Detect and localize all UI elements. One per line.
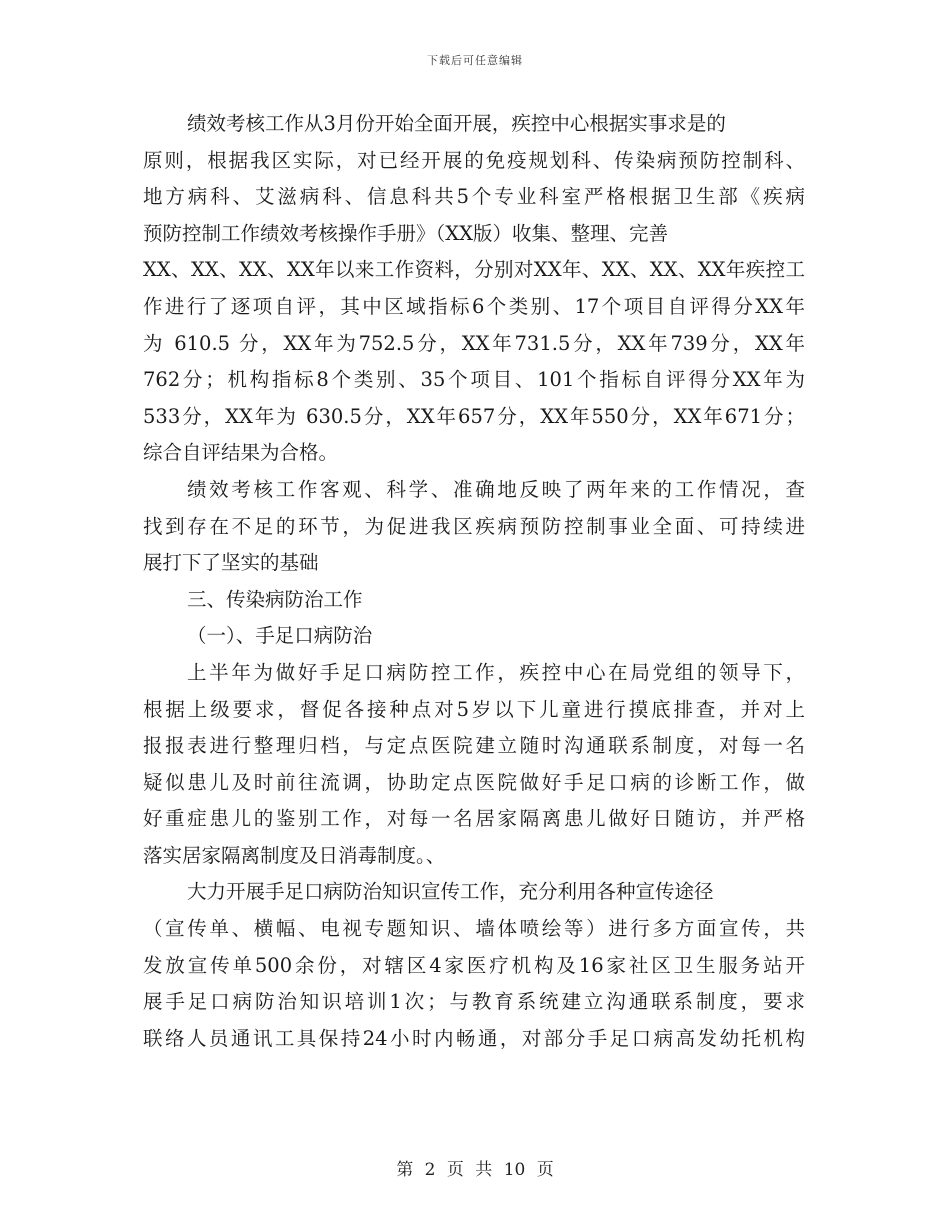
text-line: 地方病科、艾滋病科、信息科共5个专业科室严格根据卫生部《疾病 [143,185,805,209]
document-body [143,106,805,1057]
text-line: 762分；机构指标8个类别、35个项目、101个指标自评得分XX年为 [143,368,805,392]
text-line: 找到存在不足的环节，为促进我区疾病预防控制事业全面、可持续进 [143,514,805,538]
text-line: 预防控制工作绩效考核操作手册》（XX版）收集、整理、完善 [143,221,669,245]
text-line: 根据上级要求，督促各接种点对5岁以下儿童进行摸底排查，并对上 [143,697,805,721]
text-line: 作进行了逐项自评，其中区域指标6个类别、17个项目自评得分XX年 [143,294,805,318]
text-line: 大力开展手足口病防治知识宣传工作，充分利用各种宣传途径 [187,880,714,904]
page-header: 下载后可任意编辑 [427,54,523,67]
text-line: 展手足口病防治知识培训1次；与教育系统建立沟通联系制度，要求 [143,990,805,1014]
page-footer: 第 2 页 共 10 页 [396,1160,554,1180]
text-line: 好重症患儿的鉴别工作，对每一名居家隔离患儿做好日随访，并严格 [143,807,805,831]
text-line: 绩效考核工作客观、科学、准确地反映了两年来的工作情况，查 [187,477,805,501]
text-line: 上半年为做好手足口病防控工作，疾控中心在局党组的领导下， [187,660,805,684]
text-line: 原则，根据我区实际，对已经开展的免疫规划科、传染病预防控制科、 [143,148,805,172]
text-line: 落实居家隔离制度及日消毒制度。、 [143,843,446,867]
text-line: XX、XX、XX、XX年以来工作资料，分别对XX年、XX、XX、XX年疾控工 [143,258,805,282]
text-line: 综合自评结果为合格。 [143,441,339,465]
text-line: 疑似患儿及时前往流调，协助定点医院做好手足口病的诊断工作，做 [143,770,805,794]
text-line: （宣传单、横幅、电视专题知识、墙体喷绘等）进行多方面宣传，共 [143,917,805,941]
text-line: 绩效考核工作从3月份开始全面开展，疾控中心根据实事求是的 [187,112,726,135]
text-line: 联络人员通讯工具保持24小时内畅通，对部分手足口病高发幼托机构 [143,1026,805,1050]
text-line: 为 610.5 分，XX年为752.5分，XX年731.5分，XX年739分，XX年 [143,331,805,355]
section-heading: 三、传染病防治工作 [187,587,363,611]
text-line: 533分，XX年为 630.5分，XX年657分，XX年550分，XX年671分； [143,404,805,428]
subsection-heading: （一）、手足口病防治 [187,624,373,648]
text-line: 报报表进行整理归档，与定点医院建立随时沟通联系制度，对每一名 [143,734,805,758]
text-line: 展打下了坚实的基础 [143,551,319,575]
text-line: 发放宣传单500余份，对辖区4家医疗机构及16家社区卫生服务站开 [143,953,805,977]
